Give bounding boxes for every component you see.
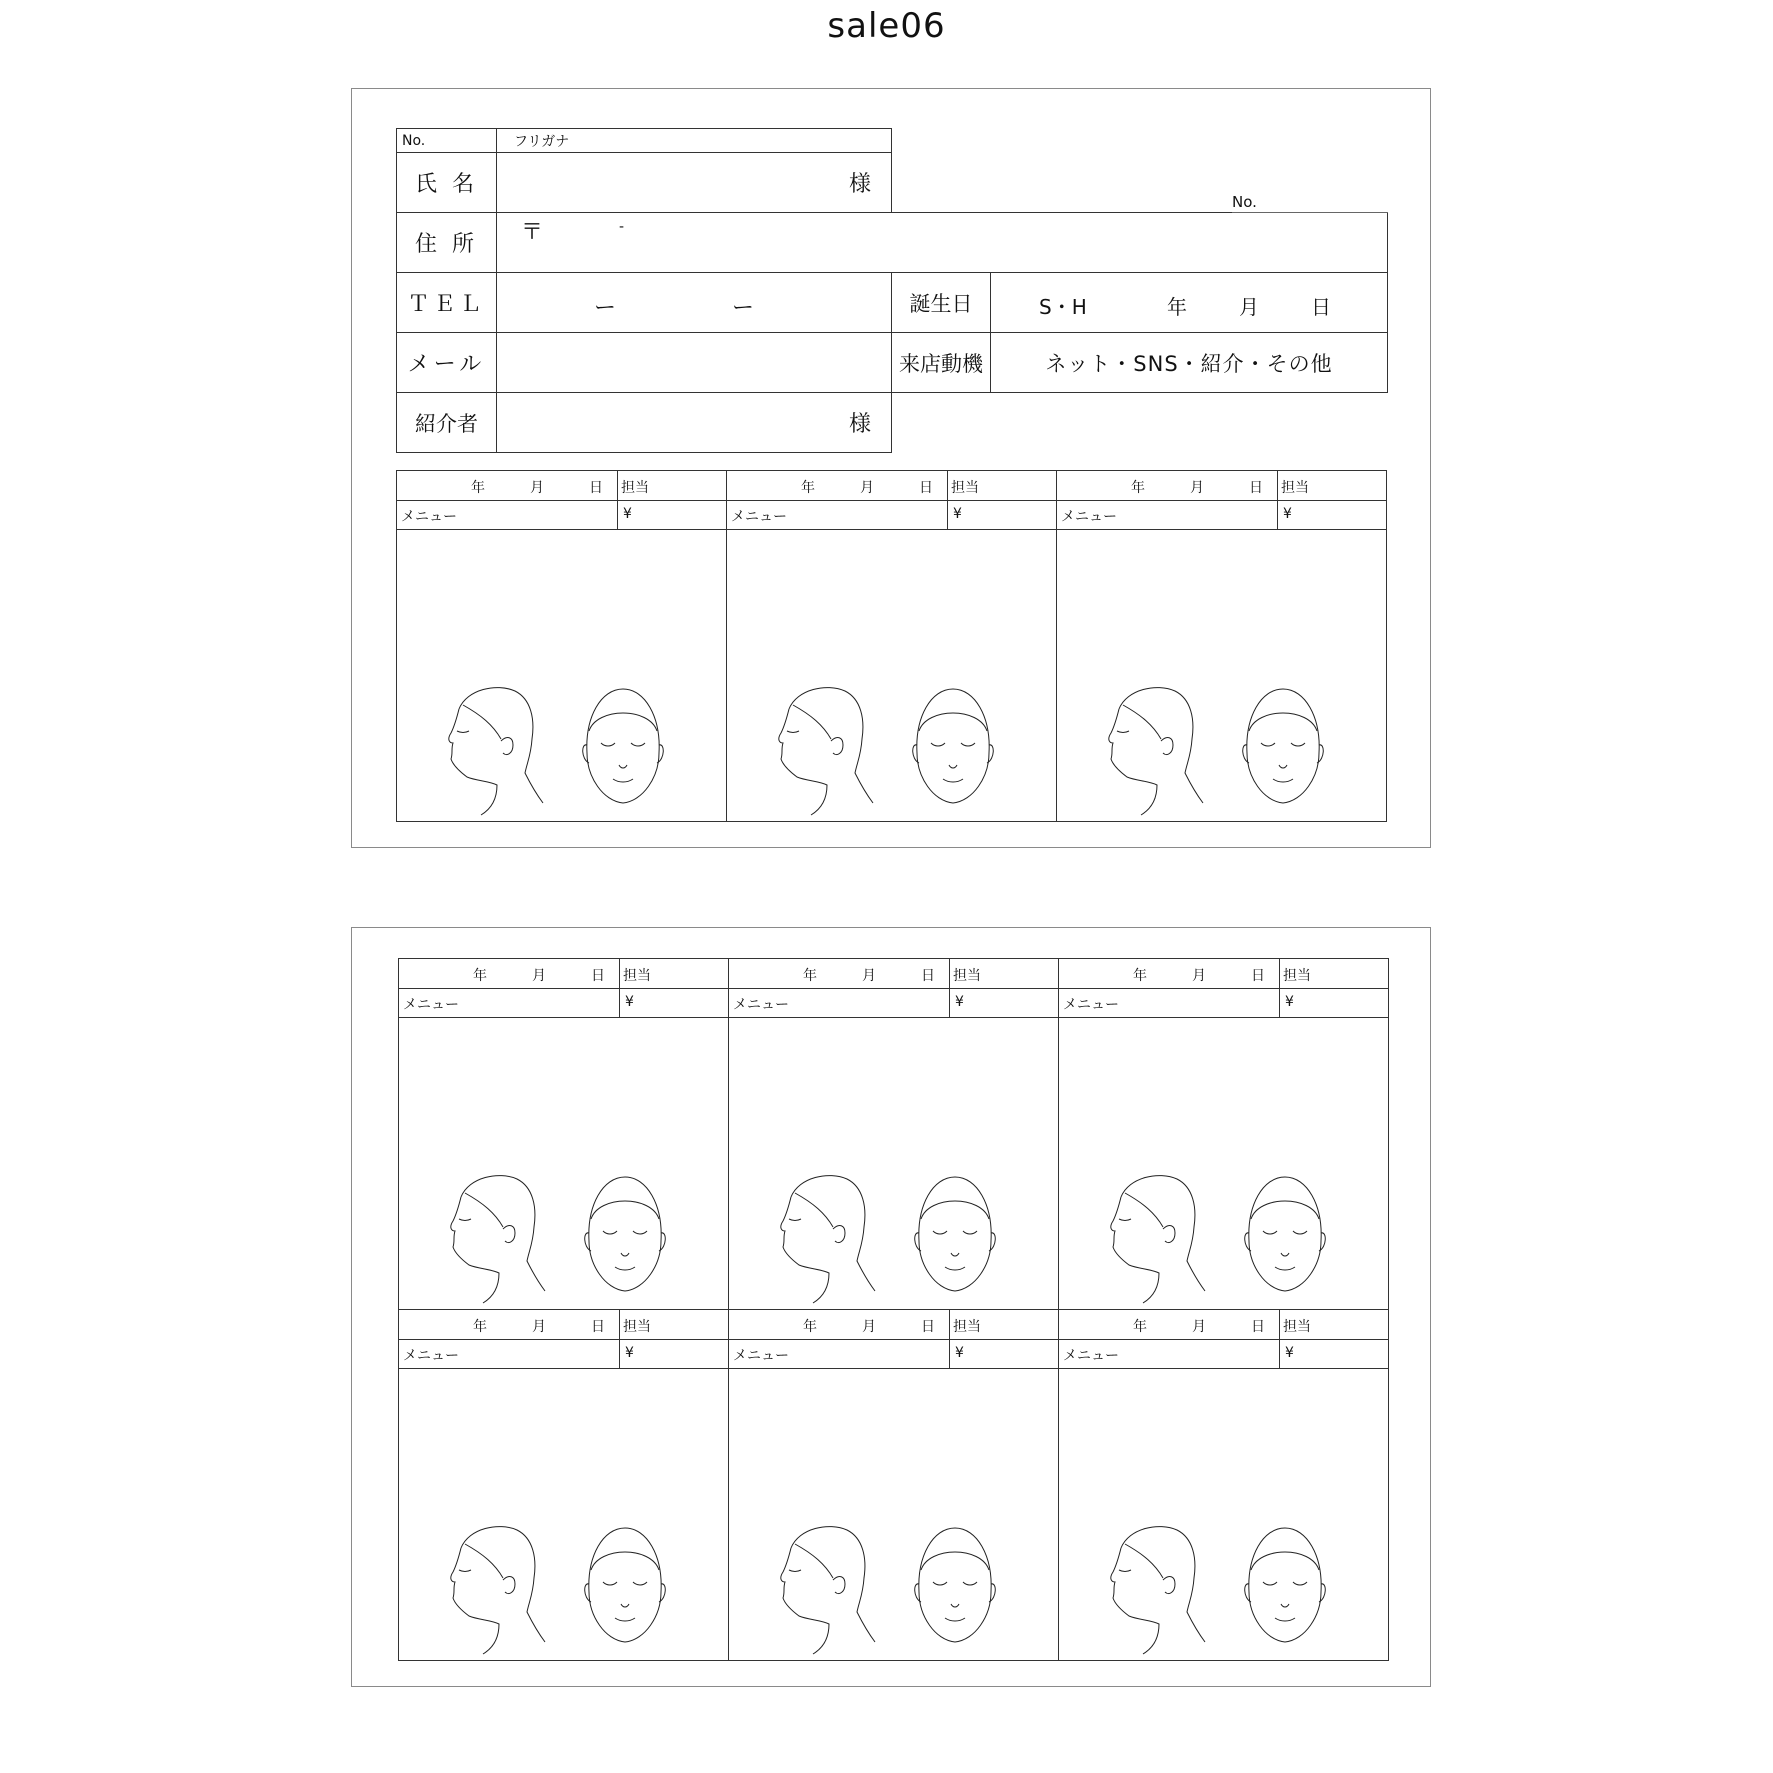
birthday-day: 日 <box>1311 295 1331 319</box>
visit-day-label: 日 <box>589 480 603 496</box>
front-face-icon <box>913 689 994 803</box>
visit-record-panel[interactable] <box>726 470 1057 822</box>
visit-price-label: ¥ <box>1285 994 1294 1010</box>
visit-record-panel[interactable] <box>1056 470 1387 822</box>
visit-staff-label: 担当 <box>623 968 651 984</box>
visit-record-panel[interactable] <box>398 958 729 1310</box>
visit-year-label: 年 <box>471 480 485 496</box>
visit-date-row[interactable] <box>729 959 1058 989</box>
visit-menu-row[interactable] <box>397 500 726 530</box>
divider <box>1279 988 1280 1017</box>
front-face-icon <box>1243 689 1324 803</box>
visit-menu-label: メニュー <box>1063 1348 1119 1364</box>
visit-year-label: 年 <box>473 1319 487 1335</box>
divider <box>1277 471 1278 500</box>
face-diagrams <box>1057 681 1387 821</box>
visit-date-row[interactable] <box>1057 471 1386 501</box>
divider <box>949 959 950 988</box>
tel-dash-2: ー <box>732 296 755 321</box>
face-diagrams <box>397 681 727 821</box>
divider <box>617 500 618 529</box>
front-face-icon <box>583 689 664 803</box>
divider <box>1279 1339 1280 1368</box>
visit-staff-label: 担当 <box>1283 968 1311 984</box>
visit-menu-label: メニュー <box>403 997 459 1013</box>
visit-year-label: 年 <box>473 968 487 984</box>
visit-menu-row[interactable] <box>399 988 728 1018</box>
visit-date-row[interactable] <box>1059 959 1388 989</box>
visit-date-row[interactable] <box>397 471 726 501</box>
card-front <box>351 88 1431 848</box>
visit-day-label: 日 <box>921 1319 935 1335</box>
side-profile-face-icon <box>779 688 873 815</box>
visit-menu-label: メニュー <box>401 509 457 525</box>
face-diagram <box>1057 681 1387 821</box>
postal-mark: 〒 <box>521 220 544 245</box>
divider <box>617 471 618 500</box>
visit-day-label: 日 <box>1249 480 1263 496</box>
divider <box>947 500 948 529</box>
visit-staff-label: 担当 <box>1283 1319 1311 1335</box>
divider <box>949 1339 950 1368</box>
visit-price-label: ¥ <box>955 994 964 1010</box>
visit-day-label: 日 <box>1251 1319 1265 1335</box>
visit-price-label: ¥ <box>1283 506 1292 522</box>
no-label: No. <box>397 129 497 153</box>
face-diagram <box>399 1169 729 1309</box>
front-face-icon <box>585 1528 666 1642</box>
face-diagram <box>1059 1169 1389 1309</box>
name-field[interactable] <box>497 153 892 213</box>
visit-year-label: 年 <box>1131 480 1145 496</box>
honorific-sama: 様 <box>848 172 871 197</box>
side-profile-face-icon <box>451 1176 545 1303</box>
visit-year-label: 年 <box>803 1319 817 1335</box>
visit-menu-label: メニュー <box>733 997 789 1013</box>
tel-label: ＴＥＬ <box>397 273 497 333</box>
visit-menu-label: メニュー <box>1063 997 1119 1013</box>
visit-date-row[interactable] <box>727 471 1056 501</box>
visit-price-label: ¥ <box>625 1345 634 1361</box>
address-field[interactable] <box>497 213 1388 273</box>
face-diagram <box>397 681 727 821</box>
front-face-icon <box>585 1177 666 1291</box>
visit-staff-label: 担当 <box>623 1319 651 1335</box>
birthday-year: 年 <box>1167 295 1187 319</box>
visit-price-label: ¥ <box>953 506 962 522</box>
mail-label: メール <box>397 333 497 393</box>
visit-price-label: ¥ <box>623 506 632 522</box>
divider <box>619 988 620 1017</box>
birthday-month: 月 <box>1239 295 1259 319</box>
visit-price-label: ¥ <box>625 994 634 1010</box>
visit-staff-label: 担当 <box>953 968 981 984</box>
visit-menu-row[interactable] <box>1059 988 1388 1018</box>
visit-menu-row[interactable] <box>729 988 1058 1018</box>
face-diagram <box>1059 1520 1389 1660</box>
visit-day-label: 日 <box>591 1319 605 1335</box>
face-diagram <box>729 1169 1059 1309</box>
card-back <box>351 927 1431 1687</box>
face-diagrams <box>729 1520 1059 1660</box>
face-diagram <box>729 1520 1059 1660</box>
visit-record-panel[interactable] <box>728 958 1059 1310</box>
face-diagrams <box>727 681 1057 821</box>
side-profile-face-icon <box>1111 1176 1205 1303</box>
birthday-era: S・H <box>1039 295 1087 319</box>
visit-price-label: ¥ <box>1285 1345 1294 1361</box>
side-profile-face-icon <box>781 1176 875 1303</box>
face-diagrams <box>1059 1520 1389 1660</box>
birthday-field[interactable] <box>991 273 1388 333</box>
visit-record-panel[interactable] <box>728 1309 1059 1661</box>
card-number-area <box>892 153 1388 213</box>
visit-menu-label: メニュー <box>733 1348 789 1364</box>
visit-staff-label: 担当 <box>953 1319 981 1335</box>
page-title: sale06 <box>827 6 946 46</box>
visit-month-label: 月 <box>860 480 874 496</box>
visit-month-label: 月 <box>1192 1319 1206 1335</box>
front-face-icon <box>915 1528 996 1642</box>
visit-year-label: 年 <box>803 968 817 984</box>
visit-record-panel[interactable] <box>396 470 727 822</box>
front-face-icon <box>1245 1177 1326 1291</box>
visit-menu-row[interactable] <box>729 1339 1058 1369</box>
visit-menu-label: メニュー <box>1061 509 1117 525</box>
visit-year-label: 年 <box>1133 968 1147 984</box>
tel-field[interactable] <box>497 273 892 333</box>
furigana-field[interactable]: フリガナ <box>497 129 892 153</box>
card-number-field[interactable]: No. <box>1232 193 1388 213</box>
postal-dash: - <box>619 219 625 235</box>
visit-record-panel[interactable] <box>1058 958 1389 1310</box>
divider <box>619 1310 620 1339</box>
visit-month-label: 月 <box>532 1319 546 1335</box>
divider <box>947 471 948 500</box>
customer-profile-table <box>396 128 1388 453</box>
visit-day-label: 日 <box>1251 968 1265 984</box>
honorific-sama: 様 <box>848 412 871 437</box>
visit-year-label: 年 <box>1133 1319 1147 1335</box>
divider <box>949 988 950 1017</box>
visit-date-row[interactable] <box>399 1310 728 1340</box>
birthday-label: 誕生日 <box>892 273 991 333</box>
face-diagrams <box>399 1169 729 1309</box>
visit-menu-label: メニュー <box>731 509 787 525</box>
visit-month-label: 月 <box>1190 480 1204 496</box>
visit-menu-label: メニュー <box>403 1348 459 1364</box>
divider <box>949 1310 950 1339</box>
tel-dash-1: ー <box>594 296 617 321</box>
divider <box>1279 1310 1280 1339</box>
front-face-icon <box>915 1177 996 1291</box>
side-profile-face-icon <box>781 1527 875 1654</box>
divider <box>619 1339 620 1368</box>
side-profile-face-icon <box>451 1527 545 1654</box>
visit-month-label: 月 <box>862 1319 876 1335</box>
visit-record-panel[interactable] <box>398 1309 729 1661</box>
visit-date-row[interactable] <box>399 959 728 989</box>
visit-menu-row[interactable] <box>727 500 1056 530</box>
visit-month-label: 月 <box>532 968 546 984</box>
mail-field[interactable] <box>497 333 892 393</box>
visit-date-row[interactable] <box>1059 1310 1388 1340</box>
name-label: 氏 名 <box>397 153 497 213</box>
visit-month-label: 月 <box>862 968 876 984</box>
visit-record-panel[interactable] <box>1058 1309 1389 1661</box>
face-diagrams <box>399 1520 729 1660</box>
visit-menu-row[interactable] <box>1057 500 1386 530</box>
side-profile-face-icon <box>1109 688 1203 815</box>
divider <box>1277 500 1278 529</box>
visit-staff-label: 担当 <box>951 480 979 496</box>
side-profile-face-icon <box>449 688 543 815</box>
face-diagram <box>727 681 1057 821</box>
referrer-label: 紹介者 <box>397 393 497 453</box>
visit-month-label: 月 <box>530 480 544 496</box>
visit-day-label: 日 <box>919 480 933 496</box>
visit-price-label: ¥ <box>955 1345 964 1361</box>
visit-staff-label: 担当 <box>621 480 649 496</box>
visit-month-label: 月 <box>1192 968 1206 984</box>
motive-label: 来店動機 <box>892 333 991 393</box>
referrer-field[interactable] <box>497 393 892 453</box>
visit-day-label: 日 <box>591 968 605 984</box>
face-diagrams <box>729 1169 1059 1309</box>
visit-menu-row[interactable] <box>399 1339 728 1369</box>
divider <box>619 959 620 988</box>
face-diagrams <box>1059 1169 1389 1309</box>
side-profile-face-icon <box>1111 1527 1205 1654</box>
address-label: 住 所 <box>397 213 497 273</box>
visit-date-row[interactable] <box>729 1310 1058 1340</box>
visit-year-label: 年 <box>801 480 815 496</box>
divider <box>1279 959 1280 988</box>
face-diagram <box>399 1520 729 1660</box>
visit-staff-label: 担当 <box>1281 480 1309 496</box>
motive-options[interactable]: ネット・SNS・紹介・その他 <box>991 333 1388 393</box>
visit-menu-row[interactable] <box>1059 1339 1388 1369</box>
visit-day-label: 日 <box>921 968 935 984</box>
front-face-icon <box>1245 1528 1326 1642</box>
